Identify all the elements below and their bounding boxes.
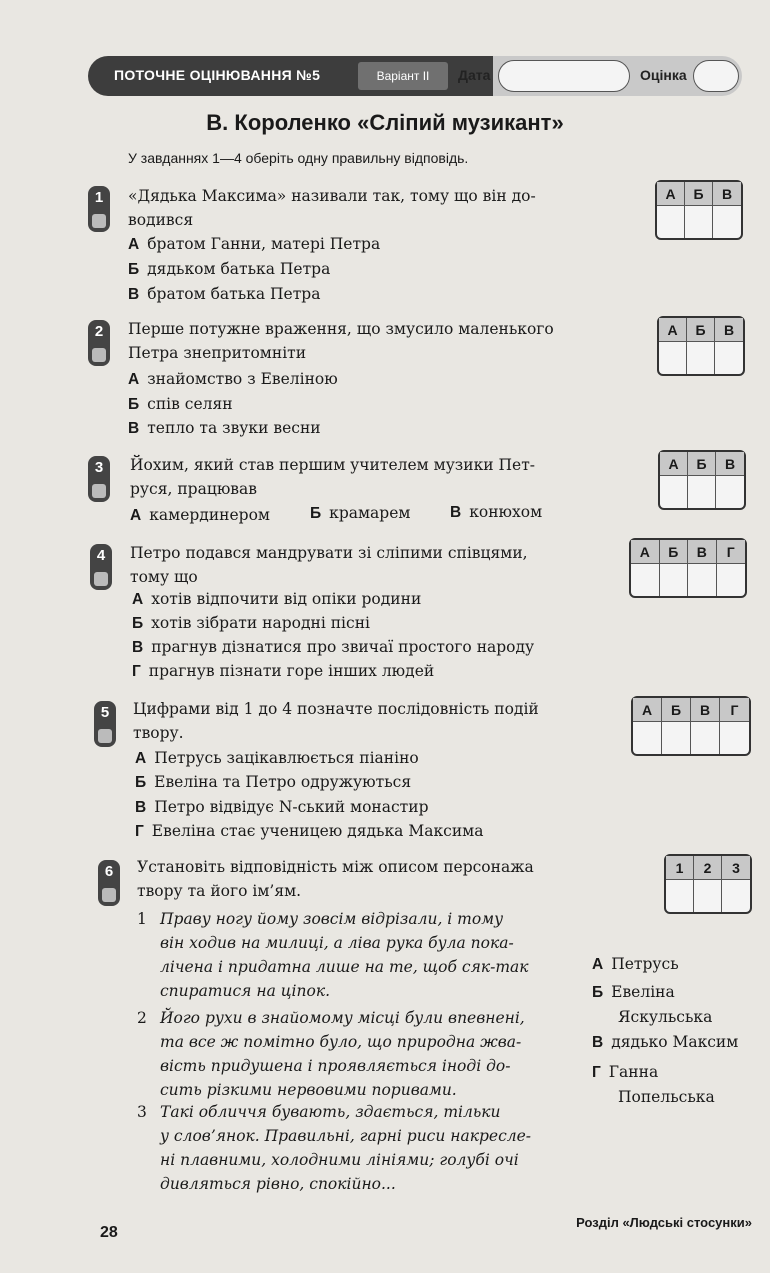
question-text: Йохим, який став першим учителем музики Пет- руся, працював (130, 456, 536, 498)
answer-option[interactable]: Б дядьком батька Петра (128, 260, 331, 278)
answer-cell[interactable] (722, 880, 750, 912)
variant-badge: Варіант ІІ (358, 62, 448, 90)
answer-cell[interactable] (716, 476, 744, 508)
assessment-title: ПОТОЧНЕ ОЦІНЮВАННЯ №5 (114, 67, 321, 83)
description-number: 3 (137, 1103, 147, 1121)
character-description: Його рухи в знайомому місці були впевнені, та все ж помітно було, що природна жва- вість придушена і проявляється іноді до- сить різкими нервовими поривами. (160, 1009, 525, 1099)
answer-cell[interactable] (660, 564, 689, 596)
date-label: Дата (458, 67, 491, 83)
dice-icon (92, 484, 106, 498)
answer-grid: А Б В Г (631, 696, 751, 756)
question-number-badge: 3 (88, 456, 110, 502)
page-number: 28 (100, 1224, 118, 1241)
description-number: 1 (137, 910, 147, 928)
dice-icon (92, 348, 106, 362)
answer-cell[interactable] (688, 564, 717, 596)
answer-cell[interactable] (694, 880, 722, 912)
answer-cell[interactable] (713, 206, 741, 238)
dice-icon (102, 888, 116, 902)
page-title: В. Короленко «Сліпий музикант» (206, 110, 564, 135)
date-field[interactable] (498, 60, 630, 92)
character-name-option[interactable]: Г Ганна Попельська (592, 1063, 715, 1106)
answer-option[interactable]: Б спів селян (128, 395, 233, 413)
question-number-badge: 2 (88, 320, 110, 366)
answer-cell[interactable] (633, 722, 662, 754)
character-description: Такі обличчя бувають, здається, тільки у слов’янок. Правильні, гарні риси накресле- ні плавними, холодними лініями; голубі очі дивляться рівно, спокійно... (160, 1103, 532, 1193)
answer-grid: 1 2 3 (664, 854, 752, 914)
question-text: Петро подався мандрувати зі сліпими співцями, тому що (130, 544, 528, 586)
answer-option[interactable]: В прагнув дізнатися про звичаї простого народу (132, 638, 535, 656)
answer-option[interactable]: А братом Ганни, матері Петра (128, 235, 381, 253)
answer-grid: А Б В (655, 180, 743, 240)
question-text: Установіть відповідність між описом персонажа твору та його ім’ям. (137, 858, 534, 900)
answer-cell[interactable] (662, 722, 691, 754)
section-title: Розділ «Людські стосунки» (576, 1215, 752, 1230)
character-name-option[interactable]: Б Евеліна Яскульська (592, 983, 713, 1026)
description-number: 2 (137, 1009, 147, 1027)
answer-cell[interactable] (666, 880, 694, 912)
answer-option[interactable]: В конюхом (450, 503, 543, 521)
character-name-option[interactable]: В дядько Максим (592, 1033, 739, 1051)
answer-option[interactable]: В братом батька Петра (128, 285, 321, 303)
answer-grid: А Б В (658, 450, 746, 510)
character-name-option[interactable]: А Петрусь (592, 955, 679, 973)
answer-cell[interactable] (717, 564, 746, 596)
answer-cell[interactable] (715, 342, 743, 374)
answer-cell[interactable] (691, 722, 720, 754)
answer-grid: А Б В Г (629, 538, 747, 598)
score-label: Оцінка (640, 67, 687, 83)
answer-cell[interactable] (687, 342, 715, 374)
question-text: Перше потужне враження, що змусило маленького Петра знепритомніти (128, 320, 554, 362)
answer-cell[interactable] (720, 722, 749, 754)
answer-option[interactable]: А камердинером (130, 506, 270, 524)
dice-icon (94, 572, 108, 586)
answer-grid: А Б В (657, 316, 745, 376)
answer-cell[interactable] (685, 206, 713, 238)
answer-option[interactable]: Г Евеліна стає ученицею дядька Максима (135, 822, 484, 840)
character-description: Праву ногу йому зовсім відрізали, і тому він ходив на милиці, а ліва рука була пока- лічена і придатна лише на те, щоб сяк-так спиратися на ціпок. (160, 910, 529, 1000)
question-number-badge: 4 (90, 544, 112, 590)
answer-option[interactable]: А хотів відпочити від опіки родини (132, 590, 422, 608)
score-field[interactable] (693, 60, 739, 92)
answer-cell[interactable] (688, 476, 716, 508)
question-text: «Дядька Максима» називали так, тому що він до- водився (128, 187, 536, 229)
answer-cell[interactable] (659, 342, 687, 374)
answer-cell[interactable] (631, 564, 660, 596)
answer-option[interactable]: Б Евеліна та Петро одружуються (135, 773, 412, 791)
answer-option[interactable]: Г прагнув пізнати горе інших людей (132, 662, 435, 680)
question-text: Цифрами від 1 до 4 позначте послідовність подій твору. (133, 700, 539, 742)
answer-cell[interactable] (657, 206, 685, 238)
answer-cell[interactable] (660, 476, 688, 508)
question-number-badge: 5 (94, 701, 116, 747)
answer-option[interactable]: А Петрусь зацікавлюється піаніно (135, 749, 419, 767)
answer-option[interactable]: В тепло та звуки весни (128, 419, 321, 437)
answer-option[interactable]: А знайомство з Евеліною (128, 370, 338, 388)
answer-option[interactable]: Б крамарем (310, 504, 411, 522)
instruction-text: У завданнях 1—4 оберіть одну правильну відповідь. (128, 150, 469, 166)
dice-icon (98, 729, 112, 743)
question-number-badge: 6 (98, 860, 120, 906)
answer-option[interactable]: Б хотів зібрати народні пісні (132, 614, 370, 632)
question-number-badge: 1 (88, 186, 110, 232)
assessment-header (88, 56, 742, 96)
answer-option[interactable]: В Петро відвідує N-ський монастир (135, 798, 429, 816)
dice-icon (92, 214, 106, 228)
